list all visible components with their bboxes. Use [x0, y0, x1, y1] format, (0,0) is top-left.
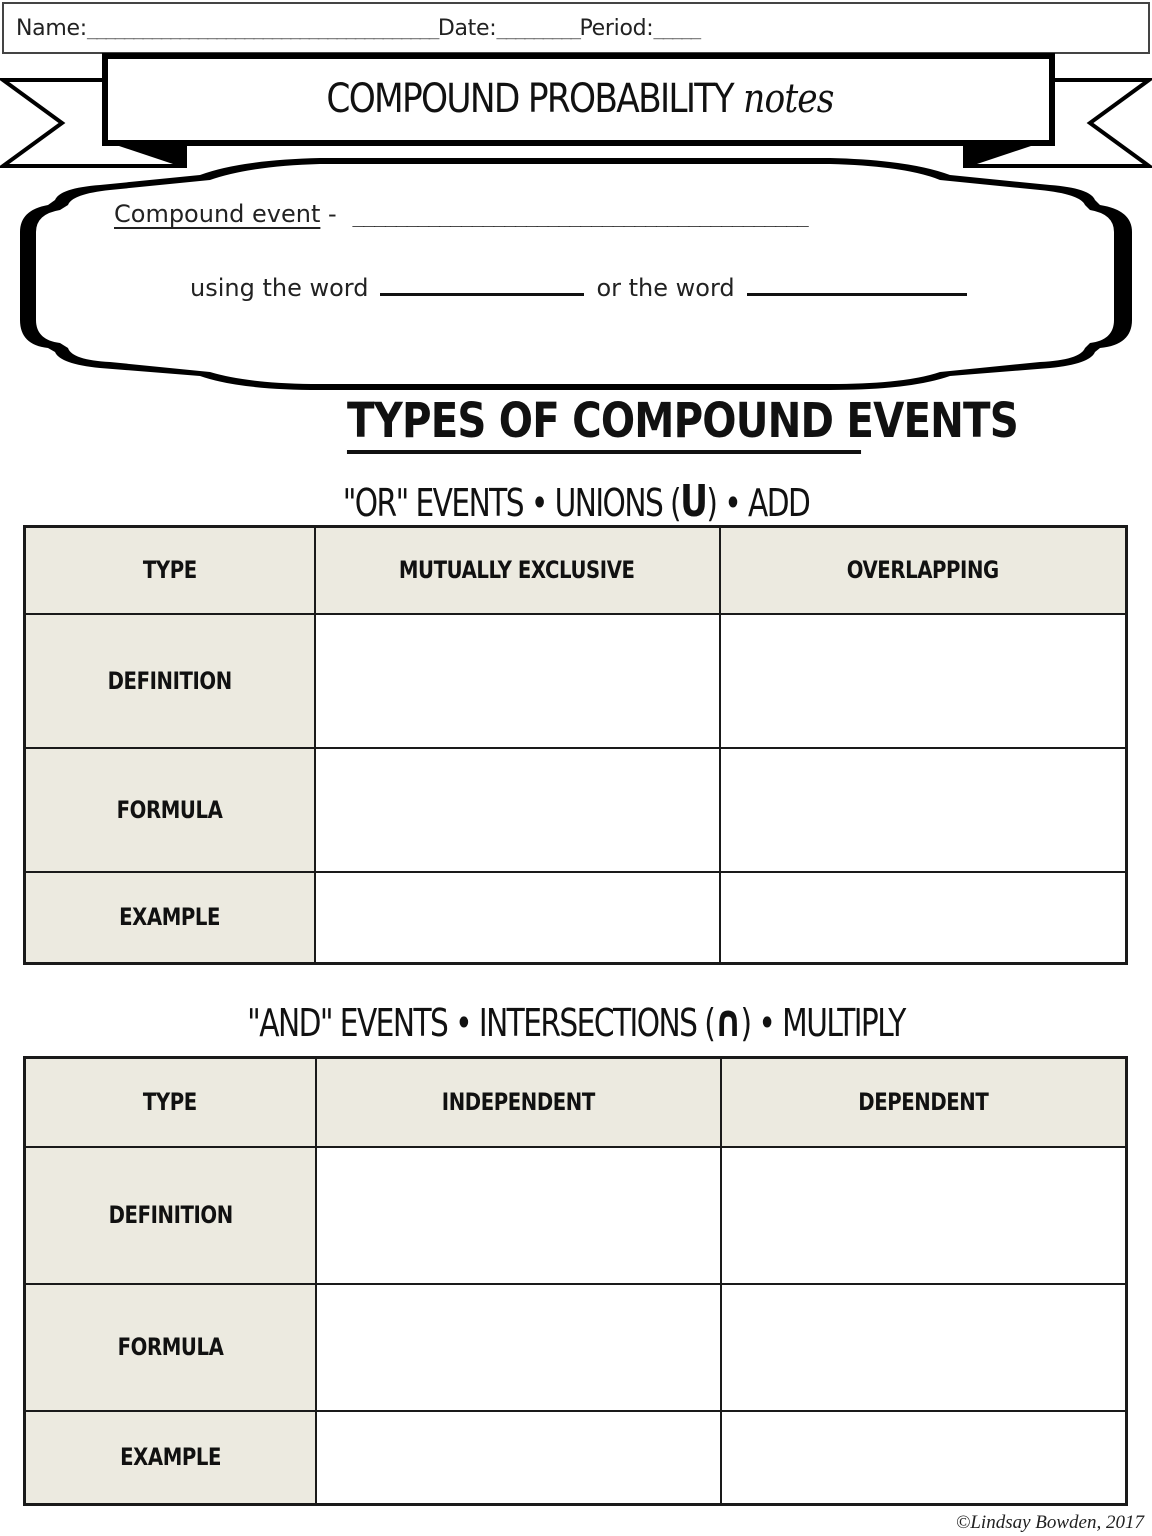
- table-row-definition: [25, 614, 1127, 748]
- first-word-blank[interactable]: [380, 293, 584, 296]
- name-label: Name:: [16, 15, 87, 41]
- column-header-mutually-exclusive: MUTUALLY EXCLUSIVE: [315, 527, 720, 614]
- table-row-example: [25, 1411, 1127, 1505]
- definition-separator: -: [320, 200, 345, 228]
- date-label: Date:: [437, 15, 497, 41]
- keyword-line: [190, 274, 979, 302]
- table-row-formula: [25, 1284, 1127, 1411]
- cell-independent-example[interactable]: [316, 1411, 721, 1505]
- column-header-overlapping: OVERLAPPING: [720, 527, 1127, 614]
- and-heading-prefix: "AND" EVENTS • INTERSECTIONS (: [247, 1001, 715, 1045]
- row-label-example: EXAMPLE: [25, 872, 315, 964]
- row-label-definition: DEFINITION: [25, 1147, 316, 1284]
- period-field[interactable]: [579, 16, 699, 41]
- cell-dependent-example[interactable]: [721, 1411, 1127, 1505]
- column-header-type: TYPE: [25, 1058, 316, 1147]
- union-symbol-icon: U: [680, 476, 707, 527]
- copyright-notice: ©Lindsay Bowden, 2017: [955, 1512, 1144, 1533]
- column-header-dependent: DEPENDENT: [721, 1058, 1127, 1147]
- and-events-table: [23, 1056, 1128, 1506]
- title-script-text: notes: [743, 76, 834, 122]
- cell-overlapping-definition[interactable]: [720, 614, 1127, 748]
- and-heading-suffix: ) • MULTIPLY: [740, 1001, 905, 1045]
- row-label-formula: FORMULA: [25, 1284, 316, 1411]
- cell-independent-definition[interactable]: [316, 1147, 721, 1284]
- or-events-heading: [127, 476, 1026, 527]
- row-label-definition: DEFINITION: [25, 614, 315, 748]
- definition-frame-graphic: [0, 150, 1152, 395]
- page-title: [174, 58, 986, 140]
- and-events-heading: [127, 996, 1026, 1047]
- compound-event-term: Compound event: [114, 200, 321, 228]
- name-blank[interactable]: ______________________________________: [86, 18, 438, 40]
- intersection-symbol-icon: ∩: [714, 996, 741, 1047]
- or-heading-suffix: ) • ADD: [706, 481, 810, 525]
- section-title: TYPES OF COMPOUND EVENTS: [347, 392, 861, 454]
- name-field[interactable]: [16, 16, 438, 41]
- using-the-word-label: using the word: [190, 274, 369, 302]
- cell-dependent-formula[interactable]: [721, 1284, 1127, 1411]
- cell-independent-formula[interactable]: [316, 1284, 721, 1411]
- column-header-independent: INDEPENDENT: [316, 1058, 721, 1147]
- date-field[interactable]: [438, 16, 580, 41]
- row-label-formula: FORMULA: [25, 748, 315, 872]
- table-row-definition: [25, 1147, 1127, 1284]
- or-events-table: [23, 525, 1128, 965]
- table-header-row: [25, 1058, 1127, 1147]
- row-label-example: EXAMPLE: [25, 1411, 316, 1505]
- or-heading-prefix: "OR" EVENTS • UNIONS (: [342, 481, 681, 525]
- cell-mutually-exclusive-example[interactable]: [315, 872, 720, 964]
- title-text: COMPOUND PROBABILITY: [326, 76, 733, 122]
- second-word-blank[interactable]: [747, 293, 967, 296]
- cell-mutually-exclusive-formula[interactable]: [315, 748, 720, 872]
- compound-event-definition: [114, 200, 808, 228]
- column-header-type: TYPE: [25, 527, 315, 614]
- table-row-example: [25, 872, 1127, 964]
- cell-overlapping-example[interactable]: [720, 872, 1127, 964]
- cell-overlapping-formula[interactable]: [720, 748, 1127, 872]
- period-blank[interactable]: _____: [653, 18, 700, 40]
- table-header-row: [25, 527, 1127, 614]
- student-info-bar: [2, 2, 1150, 54]
- or-the-word-label: or the word: [596, 274, 735, 302]
- period-label: Period:: [579, 15, 654, 41]
- definition-blank[interactable]: __________________________________________: [352, 203, 808, 227]
- date-blank[interactable]: _________: [496, 18, 580, 40]
- cell-mutually-exclusive-definition[interactable]: [315, 614, 720, 748]
- cell-dependent-definition[interactable]: [721, 1147, 1127, 1284]
- table-row-formula: [25, 748, 1127, 872]
